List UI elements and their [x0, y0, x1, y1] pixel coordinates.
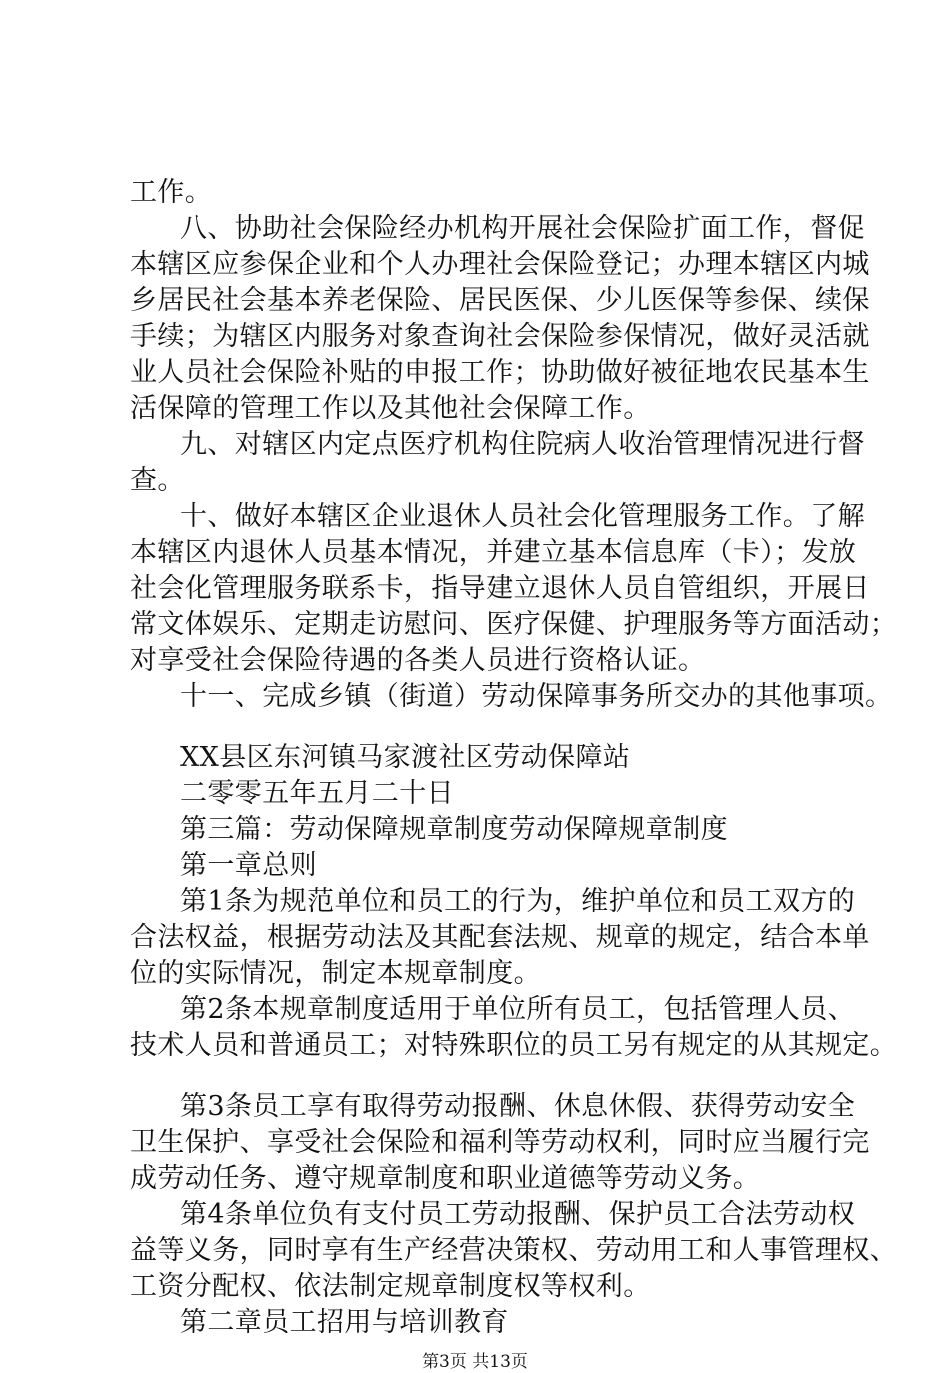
text-line: 本辖区内退休人员基本情况，并建立基本信息库（卡）；发放: [130, 537, 857, 568]
text-line: 八、协助社会保险经办机构开展社会保险扩面工作，督促: [180, 213, 865, 244]
text-line: 第4条单位负有支付员工劳动报酬、保护员工合法劳动权: [180, 1199, 856, 1230]
text-line: 工作。: [130, 177, 213, 208]
text-line: 活保障的管理工作以及其他社会保障工作。: [130, 393, 651, 424]
signature-organization: XX县区东河镇马家渡社区劳动保障站: [180, 742, 631, 773]
text-line: 第2条本规章制度适用于单位所有员工，包括管理人员、: [180, 994, 856, 1025]
text-line: 九、对辖区内定点医疗机构住院病人收治管理情况进行督: [180, 429, 865, 460]
text-line: 常文体娱乐、定期走访慰问、医疗保健、护理服务等方面活动；: [130, 609, 898, 640]
text-line: 益等义务，同时享有生产经营决策权、劳动用工和人事管理权、: [130, 1235, 898, 1266]
chapter-title: 第二章员工招用与培训教育: [180, 1307, 509, 1338]
text-line: 工资分配权、依法制定规章制度权等权利。: [130, 1271, 651, 1302]
text-line: 合法权益，根据劳动法及其配套法规、规章的规定，结合本单: [130, 922, 870, 953]
text-line: 十一、完成乡镇（街道）劳动保障事务所交办的其他事项。: [180, 681, 893, 712]
text-line: 对享受社会保险待遇的各类人员进行资格认证。: [130, 645, 706, 676]
text-line: 业人员社会保险补贴的申报工作；协助做好被征地农民基本生: [130, 357, 870, 388]
signature-date: 二零零五年五月二十日: [180, 778, 454, 809]
text-line: 查。: [130, 465, 185, 496]
text-line: 本辖区应参保企业和个人办理社会保险登记；办理本辖区内城: [130, 249, 870, 280]
text-line: 十、做好本辖区企业退休人员社会化管理服务工作。了解: [180, 501, 865, 532]
page-footer: 第3页 共13页: [422, 1352, 528, 1372]
text-line: 技术人员和普通员工；对特殊职位的员工另有规定的从其规定。: [130, 1030, 898, 1061]
section-title: 第三篇：劳动保障规章制度劳动保障规章制度: [180, 814, 728, 845]
text-line: 成劳动任务、遵守规章制度和职业道德等劳动义务。: [130, 1163, 761, 1194]
text-line: 第1条为规范单位和员工的行为，维护单位和员工双方的: [180, 886, 856, 917]
text-line: 社会化管理服务联系卡，指导建立退休人员自管组织，开展日: [130, 573, 870, 604]
text-line: 第3条员工享有取得劳动报酬、休息休假、获得劳动安全: [180, 1091, 856, 1122]
text-line: 乡居民社会基本养老保险、居民医保、少儿医保等参保、续保: [130, 285, 870, 316]
text-line: 手续；为辖区内服务对象查询社会保险参保情况，做好灵活就: [130, 321, 870, 352]
text-line: 卫生保护、享受社会保险和福利等劳动权利，同时应当履行完: [130, 1127, 870, 1158]
chapter-title: 第一章总则: [180, 850, 317, 881]
text-line: 位的实际情况，制定本规章制度。: [130, 958, 541, 989]
